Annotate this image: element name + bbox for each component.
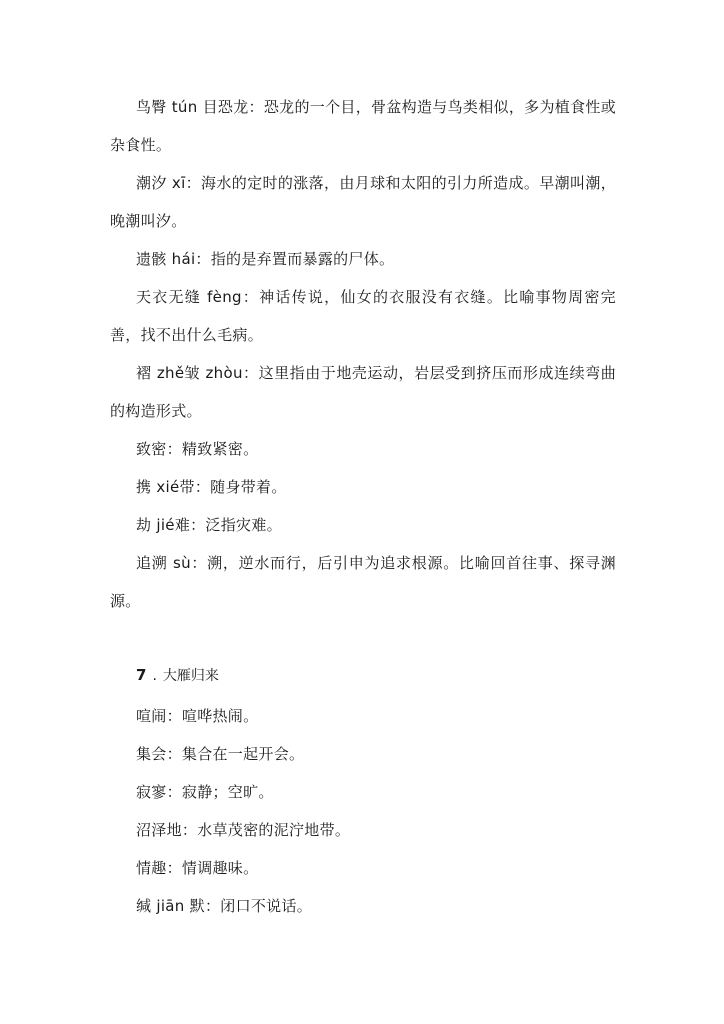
glossary-entry-qingqu: 情趣：情调趣味。 — [136, 859, 259, 877]
glossary-entry-xiedai: 携 xié带：随身带着。 — [136, 478, 287, 496]
glossary-entry-zhaozedi: 沼泽地：水草茂密的泥泞地带。 — [136, 821, 351, 839]
glossary-entry-chaoxi: 潮汐 xī：海水的定时的涨落，由月球和太阳的引力所造成。早潮叫潮，晚潮叫汐。 — [110, 174, 616, 230]
glossary-entry-xuannao: 喧闹：喧哗热闹。 — [136, 707, 259, 725]
glossary-entry-yihai: 遗骸 hái：指的是弃置而暴露的尸体。 — [136, 250, 395, 268]
glossary-entry-zhimi: 致密：精致紧密。 — [136, 440, 259, 458]
glossary-entry-jienan: 劫 jié难：泛指灾难。 — [136, 516, 282, 534]
glossary-entry-tianyiwufeng: 天衣无缝 fèng：神话传说，仙女的衣服没有衣缝。比喻事物周密完善，找不出什么毛病。 — [110, 288, 616, 344]
glossary-entry-jiliao: 寂寥：寂静；空旷。 — [136, 783, 274, 801]
section-separator: . — [152, 668, 157, 684]
glossary-entry-zhuisu: 追溯 sù：溯，逆水而行，后引申为追求根源。比喻回首往事、探寻渊源。 — [110, 554, 616, 610]
glossary-entry-zhezhou: 褶 zhě皱 zhòu：这里指由于地壳运动，岩层受到挤压而形成连续弯曲的构造形式。 — [110, 364, 616, 420]
section-title: 大雁归来 — [162, 668, 219, 684]
glossary-entry-jianmo: 缄 jiān 默：闭口不说话。 — [136, 897, 313, 915]
section-number: 7 — [136, 666, 147, 684]
section-heading — [136, 663, 219, 688]
glossary-entry-niaotun: 鸟臀 tún 目恐龙：恐龙的一个目，骨盆构造与鸟类相似，多为植食性或杂食性。 — [110, 98, 616, 154]
glossary-entry-jihui: 集会：集合在一起开会。 — [136, 745, 305, 763]
